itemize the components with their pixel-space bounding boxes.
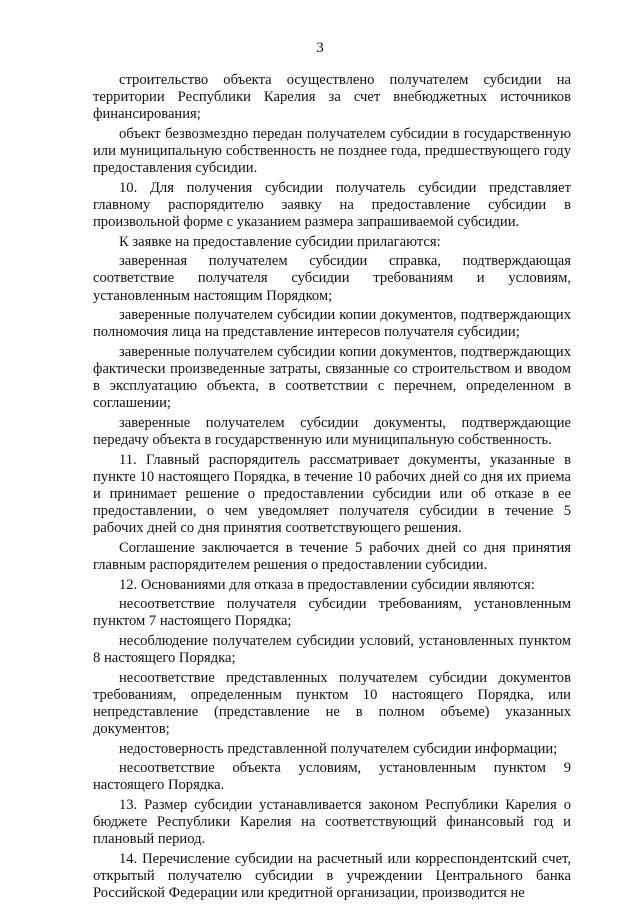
paragraph: заверенная получателем субсидии справка, подтверждающая соответствие получателя субсидии требованиям и условиям, установленным настоящим Порядком;: [93, 253, 571, 304]
paragraph: Соглашение заключается в течение 5 рабочих дней со дня принятия главным распорядителем решения о предоставлении субсидии.: [93, 539, 571, 574]
paragraph: недостоверность представленной получателем субсидии информации;: [119, 740, 558, 757]
paragraph: 13. Размер субсидии устанавливается законом Республики Карелия о бюджете Республики Карелия на соответствующий финансовый год и плановый период.: [93, 796, 571, 848]
paragraph: заверенные получателем субсидии документы, подтверждающие передачу объекта в государственную или муниципальную собственность.: [93, 414, 571, 449]
paragraph: несоответствие объекта условиям, установленным пунктом 9 настоящего Порядка.: [93, 760, 571, 794]
page-number: 3: [316, 40, 324, 56]
paragraph: 14. Перечисление субсидии на расчетный или корреспондентский счет, открытый получателю субсидии в учреждении Центрального банка Российской Федерации или кредитной организации, производится не: [93, 850, 571, 902]
paragraph: заверенные получателем субсидии копии документов, подтверждающих полномочия лица на представление интересов получателя субсидии;: [93, 307, 571, 341]
paragraph: несоответствие представленных получателем субсидии документов требованиям, определенным пунктом 10 настоящего Порядка, или непредставление (представление не в полном объеме) указанных документов;: [93, 669, 571, 738]
paragraph: 12. Основаниями для отказа в предоставлении субсидии являются:: [119, 576, 535, 593]
paragraph: К заявке на предоставление субсидии прилагаются:: [119, 233, 441, 250]
document-body: [93, 72, 571, 905]
paragraph: несоответствие получателя субсидии требованиям, установленным пунктом 7 настоящего Порядка;: [93, 596, 571, 630]
paragraph: 11. Главный распорядитель рассматривает документы, указанные в пункте 10 настоящего Порядка, в течение 10 рабочих дней со дня их приема и принимает решение о предоставлении субсидии или об отказе в ее предоставлении, о чем уведомляет получателя субсидии в течение 5 рабочих дней со дня принятия соответствующего решения.: [93, 451, 571, 537]
paragraph: заверенные получателем субсидии копии документов, подтверждающих фактически произведенные затраты, связанные со строительством и вводом в эксплуатацию объекта, в соответствии с перечнем, определенном в соглашении;: [93, 343, 571, 412]
paragraph: объект безвозмездно передан получателем субсидии в государственную или муниципальную собственность не позднее года, предшествующего году предоставления субсидии.: [93, 125, 571, 177]
paragraph: 10. Для получения субсидии получатель субсидии представляет главному распорядителю заявку на предоставление субсидии в произвольной форме с указанием размера запрашиваемой субсидии.: [93, 179, 571, 231]
paragraph: строительство объекта осуществлено получателем субсидии на территории Республики Карелия за счет внебюджетных источников финансирования;: [93, 72, 571, 123]
paragraph: несоблюдение получателем субсидии условий, установленных пунктом 8 настоящего Порядка;: [93, 632, 571, 667]
